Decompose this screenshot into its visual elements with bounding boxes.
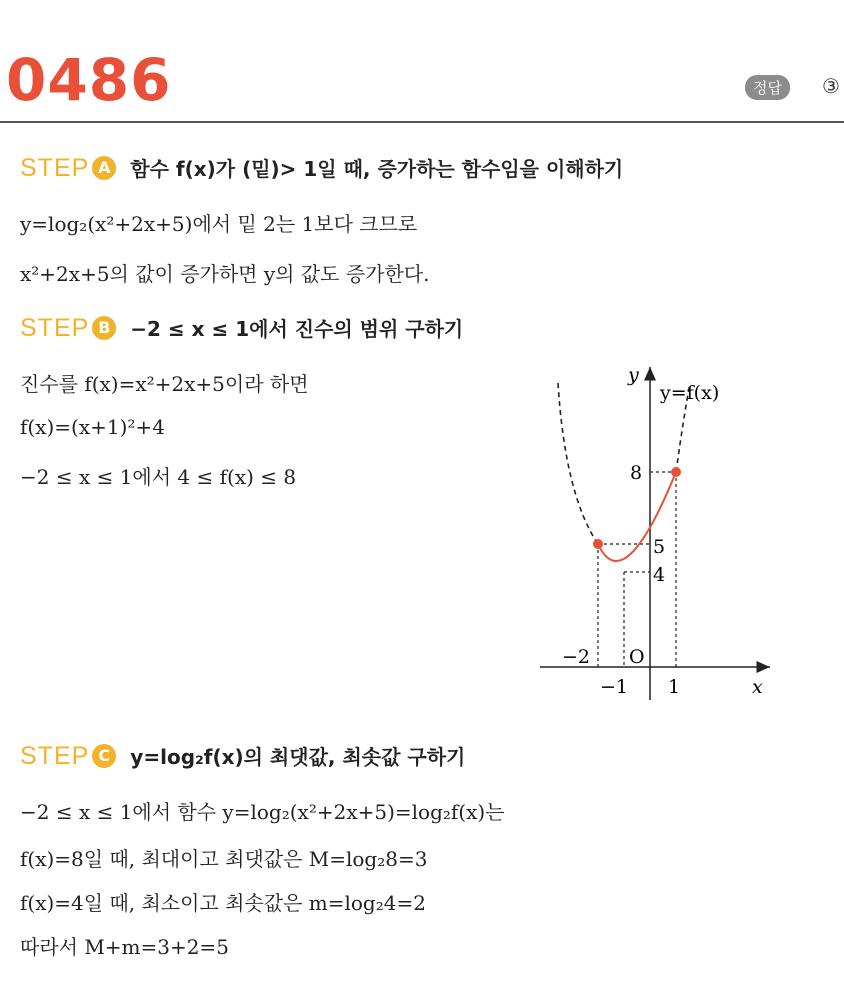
y-axis-label: y (628, 364, 639, 386)
answer-value: ③ (822, 74, 840, 98)
step-a-header (20, 153, 623, 183)
step-c-line-4: 따라서 M+m=3+2=5 (20, 935, 229, 959)
y-tick-8: 8 (630, 462, 643, 484)
step-b-header (20, 313, 463, 343)
parabola-graph (520, 355, 790, 705)
step-b-line-2: f(x)=(x+1)²+4 (20, 415, 165, 439)
step-a-label: STEP (20, 154, 90, 182)
y-tick-5: 5 (653, 536, 666, 558)
step-a-heading: 함수 f(x)가 (밑)> 1일 때, 증가하는 함수임을 이해하기 (130, 157, 624, 181)
step-b-badge: B (92, 316, 116, 340)
header-divider (0, 121, 844, 123)
answer-label-badge: 정답 (745, 75, 790, 100)
y-tick-4: 4 (653, 564, 666, 586)
step-b-line-1: 진수를 f(x)=x²+2x+5이라 하면 (20, 372, 309, 396)
curve-label: y=f(x) (660, 382, 720, 404)
x-tick-minus-2: −2 (562, 646, 591, 668)
step-b-line-3: −2 ≤ x ≤ 1에서 4 ≤ f(x) ≤ 8 (20, 465, 297, 489)
step-c-heading: y=log₂f(x)의 최댓값, 최솟값 구하기 (130, 745, 466, 769)
x-tick-1: 1 (668, 676, 681, 698)
step-b-heading: −2 ≤ x ≤ 1에서 진수의 범위 구하기 (130, 317, 464, 341)
step-a-line-1: y=log₂(x²+2x+5)에서 밑 2는 1보다 크므로 (20, 212, 418, 236)
step-c-line-1: −2 ≤ x ≤ 1에서 함수 y=log₂(x²+2x+5)=log₂f(x)는 (20, 800, 505, 824)
x-tick-minus-1: −1 (600, 676, 629, 698)
endpoint-left (593, 539, 603, 549)
step-c-line-3: f(x)=4일 때, 최소이고 최솟값은 m=log₂4=2 (20, 891, 426, 915)
problem-number: 0486 (6, 46, 172, 114)
curve-extension-left (558, 383, 598, 544)
x-axis-label: x (752, 676, 763, 698)
step-b-label: STEP (20, 314, 90, 342)
step-a-line-2: x²+2x+5의 값이 증가하면 y의 값도 증가한다. (20, 262, 430, 286)
step-a-badge: A (92, 156, 116, 180)
step-c-header (20, 741, 465, 771)
step-c-line-2: f(x)=8일 때, 최대이고 최댓값은 M=log₂8=3 (20, 847, 428, 871)
step-c-label: STEP (20, 742, 90, 770)
step-c-badge: C (92, 744, 116, 768)
endpoint-right (671, 467, 681, 477)
origin-label: O (629, 646, 645, 668)
